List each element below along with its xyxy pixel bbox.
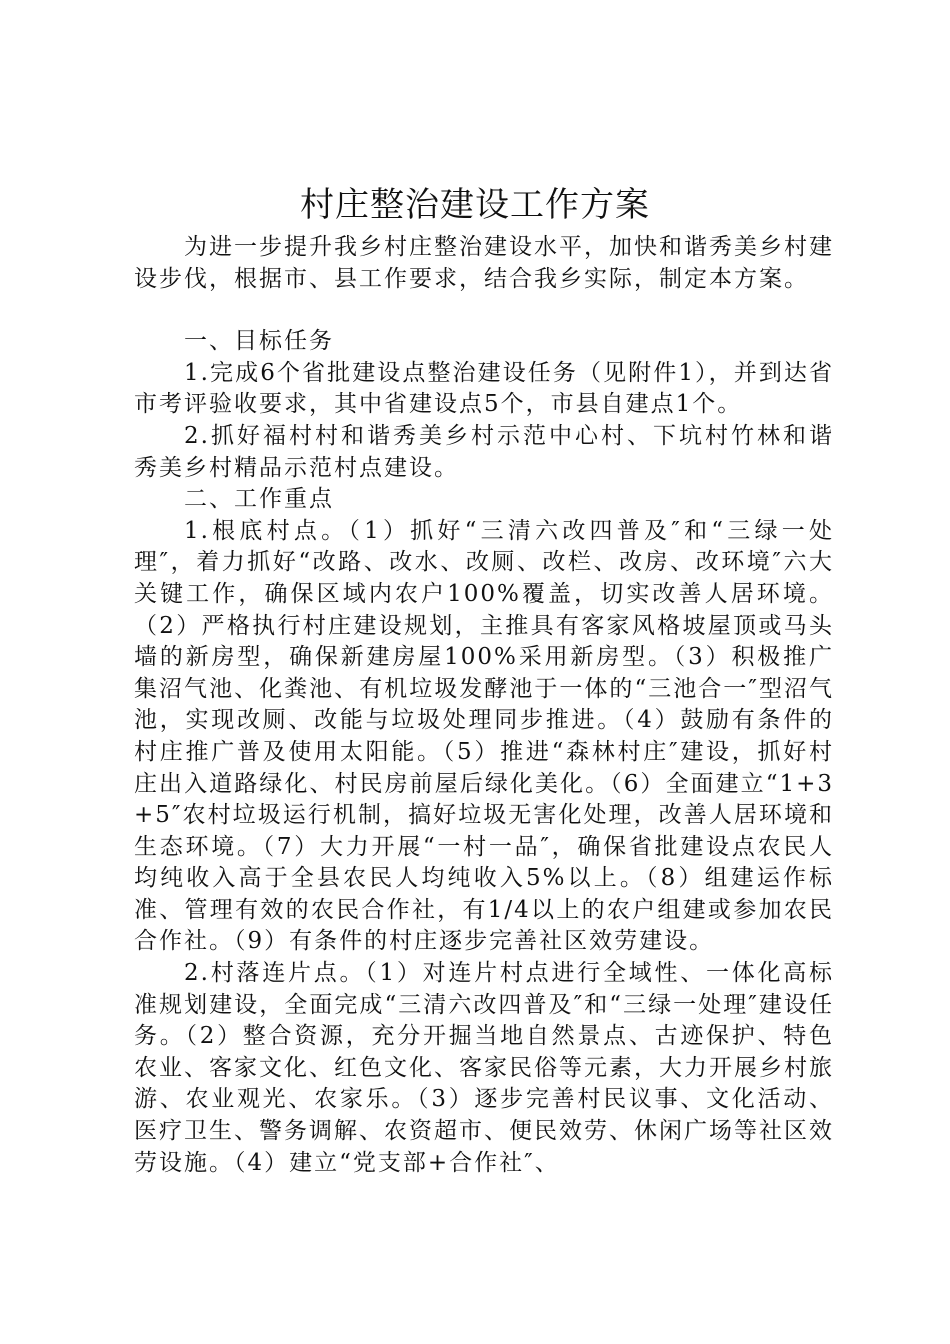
- paragraph-gap: [134, 295, 834, 326]
- goal-item-2: 2.抓好福村村和谐秀美乡村示范中心村、下坑村竹林和谐秀美乡村精品示范村点建设。: [134, 422, 834, 481]
- document-body: [134, 232, 834, 1179]
- goal-item-1: 1.完成6个省批建设点整治建设任务（见附件1），并到达省市考评验收要求，其中省建设点5个，市县自建点1个。: [134, 359, 834, 418]
- section-heading-goals: 一、目标任务: [184, 328, 334, 355]
- document-title: 村庄整治建设工作方案: [300, 185, 650, 225]
- focus-item-2: 2.村落连片点。（1）对连片村点进行全域性、一体化高标准规划建设，全面完成“三清六改四普及″和“三绿一处理″建设任务。（2）整合资源，充分开掘当地自然景点、古迹保护、特色农业、客家文化、红色文化、客家民俗等元素，大力开展乡村旅游、农业观光、农家乐。（3）逐步完善村民议事、文化活动、医疗卫生、警务调解、农资超市、便民效劳、休闲广场等社区效劳设施。（4）建立“党支部+合作社″、: [134, 960, 834, 1176]
- section-heading-focus: 二、工作重点: [184, 486, 334, 513]
- focus-item-1: 1.根底村点。（1）抓好“三清六改四普及″和“三绿一处理″，着力抓好“改路、改水、改厕、改栏、改房、改环境″六大关键工作，确保区域内农户100%覆盖，切实改善人居环境。（2）严格执行村庄建设规划，主推具有客家风格坡屋顶或马头墙的新房型，确保新建房屋100%采用新房型。（3）积极推广集沼气池、化粪池、有机垃圾发酵池于一体的“三池合一″型沼气池，实现改厕、改能与垃圾处理同步推进。（4）鼓励有条件的村庄推广普及使用太阳能。（5）推进“森林村庄″建设，抓好村庄出入道路绿化、村民房前屋后绿化美化。（6）全面建立“1+3+5″农村垃圾运行机制，搞好垃圾无害化处理，改善人居环境和生态环境。（7）大力开展“一村一品″，确保省批建设点农民人均纯收入高于全县农民人均纯收入5%以上。（8）组建运作标准、管理有效的农民合作社，有1/4以上的农户组建或参加农民合作社。（9）有条件的村庄逐步完善社区效劳建设。: [134, 517, 834, 955]
- intro-paragraph: 为进一步提升我乡村庄整治建设水平，加快和谐秀美乡村建设步伐，根据市、县工作要求，结合我乡实际，制定本方案。: [134, 234, 834, 292]
